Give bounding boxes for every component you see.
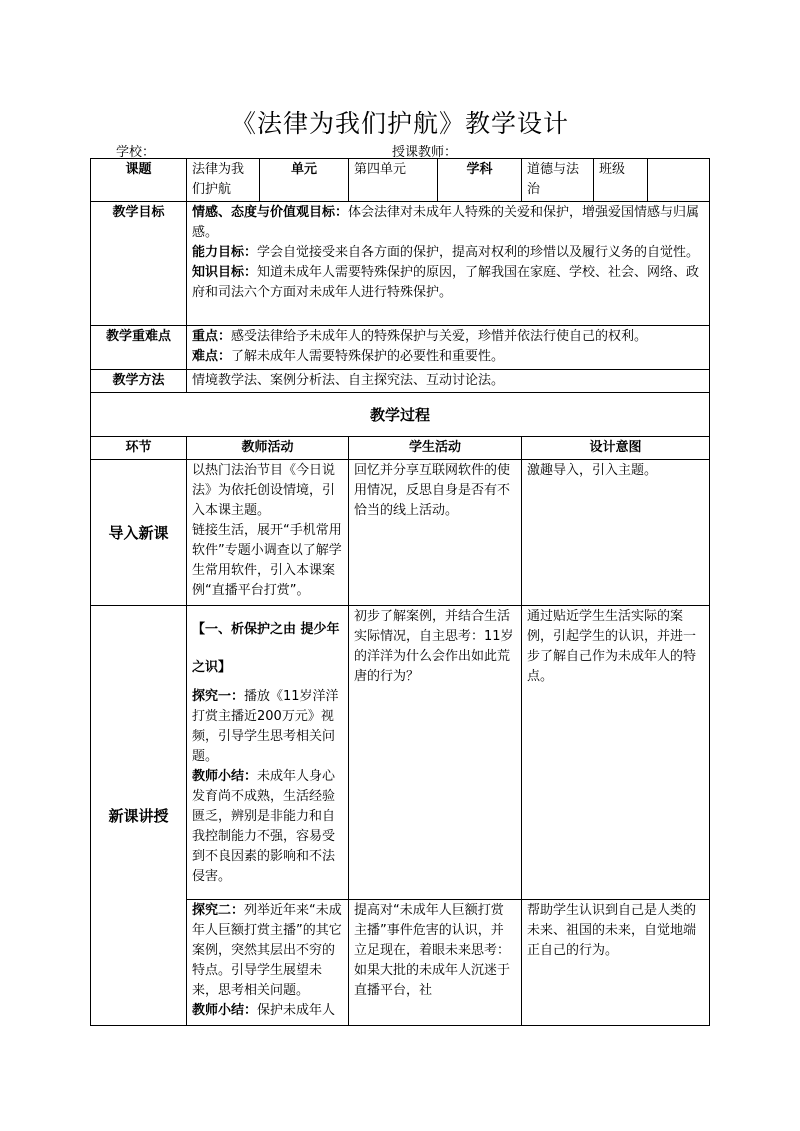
stage-new-lesson: 新课讲授 [91,606,187,1026]
summary1: 教师小结：未成年人身心发育尚不成熟，生活经验匮乏，辨别是非能力和自我控制能力不强，容易受到不良因素的影响和不法侵害。 [192,769,336,884]
class-value [648,159,710,202]
keypoint-item: 重点：感受法律给予未成年人的特殊保护与关爱，珍惜并依法行使自己的权利。 [192,329,648,344]
process-title: 教学过程 [91,393,710,437]
new-lesson-row-1 [91,606,710,900]
goal-item: 知识目标：知道未成年人需要特殊保护的原因，了解我国在家庭、学校、社会、网络、政府和司法六个方面对未成年人进行特殊保护。 [192,265,700,300]
intro-row [91,460,710,606]
document-title: 《法律为我们护航》教学设计 [230,109,569,138]
stage-intro: 导入新课 [91,460,187,606]
teacher-label: 授课教师： [392,145,458,160]
new-teacher-2 [187,900,349,1026]
subject-value: 道德与法治 [522,159,594,202]
goal-item: 能力目标：学会自觉接受来自各方面的保护，提高对权利的珍惜以及履行义务的自觉性。 [192,245,700,260]
unit-value: 第四单元 [349,159,438,202]
new-intent-2: 帮助学生认识到自己是人类的未来、祖国的未来，自觉地端正自己的行为。 [522,900,710,1026]
intro-teacher-para: 链接生活，展开“手机常用软件”专题小调查以了解学生常用软件，引入本课案例“直播平台打赏”。 [192,523,342,598]
new-student-1: 初步了解案例，并结合生活实际情况，自主思考：11岁的洋洋为什么会作出如此荒唐的行为？ [349,606,522,900]
process-title-row [91,393,710,437]
keypoints-content [187,326,710,370]
goals-label: 教学目标 [91,202,187,326]
part1-title: 【一、析保护之由 提少年之识】 [192,622,340,675]
goals-content [187,202,710,326]
keypoint-item: 难点：了解未成年人需要特殊保护的必要性和重要性。 [192,349,505,364]
intro-teacher [187,460,349,606]
methods-row [91,370,710,393]
methods-content: 情境教学法、案例分析法、自主探究法、互动讨论法。 [187,370,710,393]
new-intent-1: 通过贴近学生生活实际的案例，引起学生的认识，并进一步了解自己作为未成年人的特点。 [522,606,710,900]
new-student-2: 提高对“未成年人巨额打赏主播”事件危害的认识，并立足现在，着眼未来思考：如果大批的未成年人沉迷于直播平台，社 [349,900,522,1026]
new-teacher-1 [187,606,349,900]
header-intent: 设计意图 [522,437,710,460]
info-row [91,159,710,202]
unit-label: 单元 [260,159,349,202]
explore2: 探究二：列举近年来“未成年人巨额打赏主播”的其它案例，突然其层出不穷的特点。引导学生展望未来，思考相关问题。 [192,903,342,998]
subject-label: 学科 [438,159,522,202]
header-stage: 环节 [91,437,187,460]
explore1: 探究一：播放《11岁洋洋打赏主播近200万元》视频，引导学生思考相关问题。 [192,689,339,764]
class-label: 班级 [594,159,648,202]
goals-row [91,202,710,326]
keypoints-label: 教学重难点 [91,326,187,370]
header-student: 学生活动 [349,437,522,460]
methods-label: 教学方法 [91,370,187,393]
topic-label: 课题 [91,159,187,202]
intro-teacher-para: 以热门法治节目《今日说法》为依托创设情境，引入本课主题。 [192,463,336,518]
header-teacher: 教师活动 [187,437,349,460]
keypoints-row [91,326,710,370]
intro-intent: 激趣导入，引入主题。 [522,460,710,606]
process-header-row [91,437,710,460]
school-label: 学校： [116,145,156,160]
lesson-plan-table [90,158,710,1026]
goal-item: 情感、态度与价值观目标：体会法律对未成年人特殊的关爱和保护，增强爱国情感与归属感。 [192,205,700,240]
intro-student: 回忆并分享互联网软件的使用情况，反思自身是否有不恰当的线上活动。 [349,460,522,606]
topic-value: 法律为我们护航 [187,159,260,202]
summary2: 教师小结：保护未成年人 [192,1003,336,1018]
